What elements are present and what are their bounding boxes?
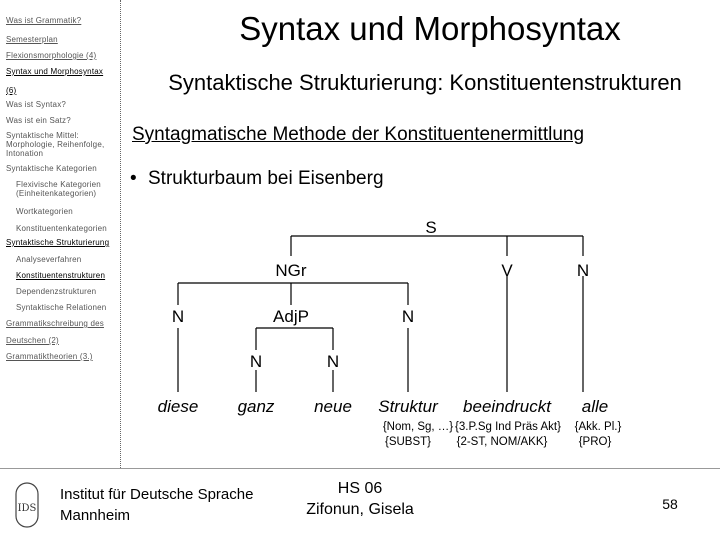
tree-word-ganz: ganz (237, 397, 275, 416)
bullet-marker: • (130, 168, 137, 189)
tree-word-struktur: Struktur (378, 397, 438, 416)
tree-word-diese: diese (157, 397, 199, 416)
nav-link-syntaktische-kategorien[interactable]: Syntaktische Kategorien (6, 164, 97, 173)
nav-link-konstituentenkategorien[interactable]: Konstituentenkategorien (16, 224, 107, 233)
tree-features-beeindruckt-2: {2-ST, NOM/AKK} (456, 436, 548, 448)
tree-node-n: N (249, 352, 263, 371)
nav-link-syntaktische-relationen[interactable]: Syntaktische Relationen (16, 303, 107, 312)
tree-word-alle: alle (581, 397, 609, 416)
nav-link-semesterplan[interactable]: Semesterplan (6, 35, 58, 44)
course-code: HS 06 (337, 480, 383, 497)
tree-features-alle-2: {PRO} (578, 436, 612, 448)
tree-node-v: V (501, 261, 513, 280)
ids-logo (8, 480, 46, 530)
nav-link-grammatiktheorien[interactable]: Grammatiktheorien (3.) (6, 352, 93, 361)
nav-link-syntaktische-mittel-2[interactable]: Morphologie, Reihenfolge, (6, 140, 105, 149)
nav-link-flexionsmorphologie[interactable]: Flexionsmorphologie (4) (6, 51, 97, 60)
course-info (295, 478, 425, 520)
method-heading: Syntagmatische Methode der Konstituentenermittlung (132, 124, 585, 145)
tree-features-struktur-2: {SUBST} (384, 436, 432, 448)
institute-line1: Institut für Deutsche Sprache (60, 486, 254, 503)
tree-features-struktur-1: {Nom, Sg, …} (382, 421, 454, 433)
tree-node-n: N (326, 352, 340, 371)
page-number: 58 (662, 496, 678, 512)
sidebar-nav (0, 0, 121, 468)
nav-link-flexivische-kategorien[interactable]: Flexivische Kategorien (16, 180, 101, 189)
nav-link-syntaktische-mittel-3[interactable]: Intonation (6, 149, 44, 158)
tree-node-ngr: NGr (275, 261, 307, 280)
nav-link-analyseverfahren[interactable]: Analyseverfahren (16, 255, 82, 264)
nav-link-einheitenkategorien[interactable]: (Einheitenkategorien) (16, 189, 97, 198)
nav-link-syntaktische-strukturierung[interactable]: Syntaktische Strukturierung (6, 238, 110, 247)
nav-link-was-ist-grammatik[interactable]: Was ist Grammatik? (6, 16, 82, 25)
tree-node-n: N (401, 307, 415, 326)
ids-logo-text: IDS (17, 503, 37, 514)
nav-link-wortkategorien[interactable]: Wortkategorien (16, 207, 73, 216)
tree-word-beeindruckt: beeindruckt (463, 397, 551, 416)
nav-link-dependenzstrukturen[interactable]: Dependenzstrukturen (16, 287, 97, 296)
institute-line2: Mannheim (60, 507, 131, 524)
syntax-tree (150, 210, 650, 458)
tree-node-n: N (576, 261, 590, 280)
bullet-text: Strukturbaum bei Eisenberg (148, 168, 384, 189)
nav-link-syntax-morphosyntax[interactable]: Syntax und Morphosyntax (6, 67, 104, 76)
tree-word-neue: neue (314, 397, 352, 416)
tree-features-beeindruckt-1: {3.P.Sg Ind Präs Akt} (455, 421, 561, 433)
nav-link-grammatikschreibung[interactable]: Grammatikschreibung des (6, 319, 104, 328)
nav-link-konstituentenstrukturen[interactable]: Konstituentenstrukturen (16, 271, 106, 280)
slide-title: Syntax und Morphosyntax (239, 10, 621, 47)
nav-link-syntax-morphosyntax-cont[interactable]: (6) (6, 86, 17, 95)
tree-node-n: N (171, 307, 185, 326)
nav-link-was-ist-ein-satz[interactable]: Was ist ein Satz? (6, 116, 71, 125)
bullet-item (130, 168, 384, 190)
author-name: Zifonun, Gisela (306, 501, 414, 518)
tree-node-s: S (425, 218, 437, 237)
tree-edges (178, 236, 583, 392)
tree-features-alle-1: {Akk. Pl.} (574, 421, 622, 433)
institute-name (60, 484, 253, 526)
nav-link-was-ist-syntax[interactable]: Was ist Syntax? (6, 100, 67, 109)
tree-node-adjp: AdjP (273, 307, 309, 326)
nav-link-syntaktische-mittel[interactable]: Syntaktische Mittel: (6, 131, 79, 140)
slide-subtitle: Syntaktische Strukturierung: Konstituentenstrukturen (168, 70, 682, 95)
nav-link-grammatikschreibung-cont[interactable]: Deutschen (2) (6, 336, 59, 345)
